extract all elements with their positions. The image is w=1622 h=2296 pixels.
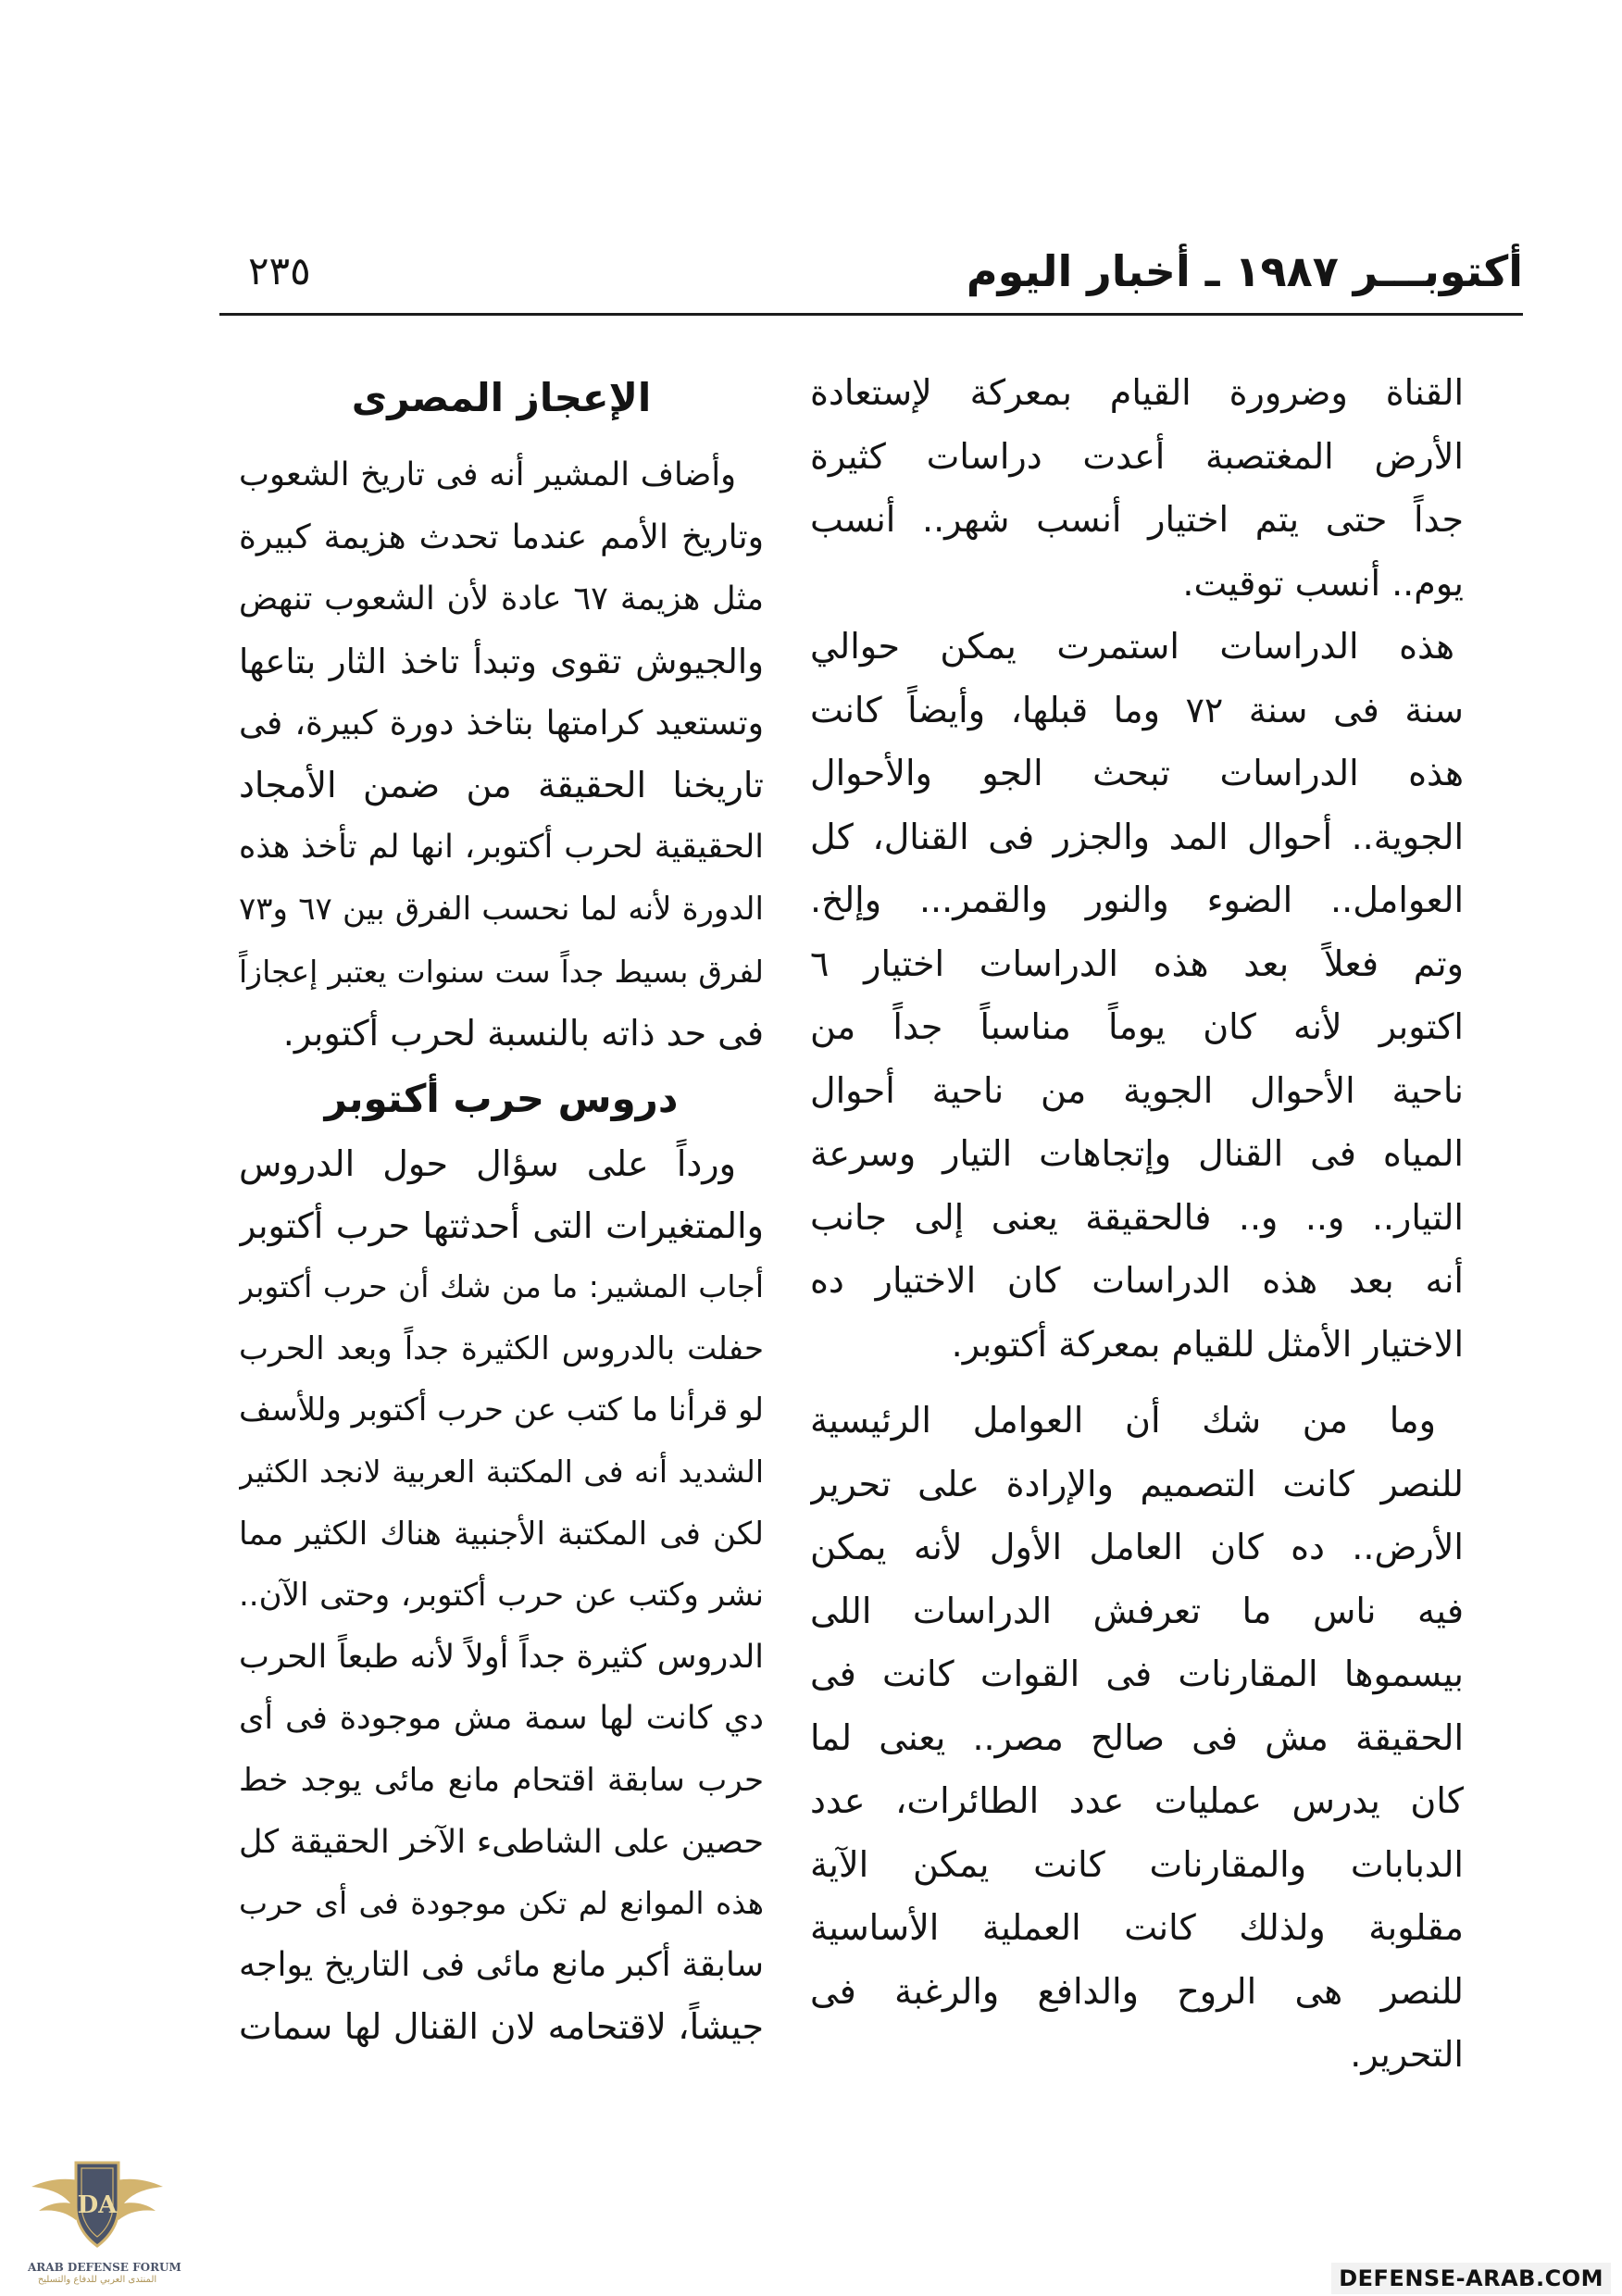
text-line: نشر وكتب عن حرب أكتوبر، وحتى الآن.. [239,1577,764,1615]
text-line: كان يدرس عمليات عدد الطائرات، عدد [810,1780,1464,1821]
text-line: مقلوبة ولذلك كانت العملية الأساسية [810,1907,1464,1948]
section-body [239,444,764,1065]
text-line: اكتوبر لأنه كان يوماً مناسباً جداً من [810,1006,1464,1047]
text-line: حرب سابقة اقتحام مانع مائى يوجد خط [239,1761,764,1799]
text-line: العوامل.. الضوء والنور والقمر... وإلخ. [810,880,1464,920]
text-line: والجيوش تقوى وتبدأ تاخذ الثار بتاعها [239,642,764,681]
winged-shield-icon [28,2150,167,2261]
text-line: دي كانت لها سمة مش موجودة فى أى [239,1700,764,1738]
text-line: يوم.. أنسب توقيت. [1182,562,1464,604]
text-line: جيشاً، لاقتحامه لان القنال لها سمات [239,2006,764,2048]
text-line: أجاب المشير: ما من شك أن حرب أكتوبر [239,1268,764,1305]
text-line: هذه الموانع لم تكن موجودة فى أى حرب [239,1885,764,1922]
page-number: ٢٣٥ [248,248,311,293]
text-line: الحقيقية لحرب أكتوبر، انها لم تأخذ هذه [239,829,764,866]
text-line: فى حد ذاته بالنسبة لحرب أكتوبر. [282,1013,764,1054]
text-line: التحرير. [1350,2034,1464,2075]
left-column [239,367,764,2058]
text-line: لفرق بسيط جداً ست سنوات يعتبر إعجازاً [239,954,764,990]
text-line: ورداً على سؤال حول الدروس [239,1143,736,1184]
text-line: الأرض المغتصبة أعدت دراسات كثيرة [810,435,1464,477]
text-line: ناحية الأحوال الجوية من ناحية أحوال [810,1069,1464,1111]
text-line: وما من شك أن العوامل الرئيسية [810,1400,1436,1441]
text-line: الدورة لأنه لما نحسب الفرق بين ٦٧ و٧٣ [239,891,764,928]
text-line: لو قرأنا ما كتب عن حرب أكتوبر وللأسف [239,1391,764,1429]
text-line: القناة وضرورة القيام بمعركة لإستعادة [810,372,1464,413]
text-line: التيار.. و.. و.. فالحقيقة يعنى إلى جانب [810,1196,1464,1238]
running-title: أكتوبـــر ١٩٨٧ ـ أخبار اليوم [966,246,1523,296]
text-line: جداً حتى يتم اختيار أنسب شهر.. أنسب [810,499,1464,540]
header-rule [219,313,1523,316]
text-line: حفلت بالدروس الكثيرة جداً وبعد الحرب [239,1329,764,1367]
text-line: أنه بعد هذه الدراسات كان الاختيار ده [810,1260,1464,1301]
text-line: وتستعيد كرامتها بتاخذ دورة كبيرة، فى [239,705,764,742]
logo-name: ARAB DEFENSE FORUM [28,2261,181,2274]
text-line: مثل هزيمة ٦٧ عادة لأن الشعوب تنهض [239,580,764,618]
text-line: المياه فى القنال وإتجاهات التيار وسرعة [810,1133,1464,1174]
text-line: سنة فى سنة ٧٢ وما قبلها، وأيضاً كانت [810,689,1464,730]
logo-name-arabic: المنتدى العربي للدفاع والتسليح [37,2275,157,2285]
text-line: سابقة أكبر مانع مائى فى التاريخ يواجه [239,1945,764,1984]
site-watermark[interactable]: DEFENSE-ARAB.COM [1331,2263,1611,2294]
text-line: تاريخنا الحقيقة من ضمن الأمجاد [239,765,764,805]
text-line: الدبابات والمقارنات كانت يمكن الآية [810,1843,1464,1885]
text-line: فيه ناس ما تعرفش الدراسات اللى [810,1590,1464,1631]
paragraph-gap [810,1376,1464,1389]
right-column [810,361,1464,2087]
text-line: لكن فى المكتبة الأجنبية هناك الكثير مما [239,1515,764,1553]
text-line: للنصر كانت التصميم والإرادة على تحرير [810,1463,1464,1504]
forum-logo[interactable] [28,2150,181,2294]
text-line: الحقيقة مش فى صالح مصر.. يعنى لما [810,1716,1464,1758]
text-line: الجوية.. أحوال المد والجزر فى القنال، كل [810,816,1464,857]
text-line: وأضاف المشير أنه فى تاريخ الشعوب [239,456,736,493]
section-body [239,1133,764,2058]
text-line: والمتغيرات التى أحدثتها حرب أكتوبر [239,1204,764,1246]
text-line: الشديد أنه فى المكتبة العربية لانجد الكثير [239,1453,764,1490]
logo-monogram: DA [77,2191,118,2219]
text-line: الأرض.. ده كان العامل الأول لأنه يمكن [810,1527,1464,1567]
text-line: الدروس كثيرة جداً أولاً لأنه طبعاً الحرب [239,1638,764,1676]
text-line: الاختيار الأمثل للقيام بمعركة أكتوبر. [951,1323,1464,1365]
text-line: للنصر هى الروح والدافع والرغبة فى [810,1970,1464,2012]
text-line: حصين على الشاطىء الآخر الحقيقة كل [239,1823,764,1861]
text-line: وتم فعلاً بعد هذه الدراسات اختيار ٦ [810,942,1464,984]
text-line: هذه الدراسات استمرت يمكن حوالي [810,626,1454,667]
section-heading: الإعجاز المصرى [351,375,652,420]
text-line: بيسموها المقارنات فى القوات كانت فى [810,1653,1464,1694]
text-line: وتاريخ الأمم عندما تحدث هزيمة كبيرة [239,518,764,556]
section-heading: دروس حرب أكتوبر [324,1076,679,1121]
text-line: هذه الدراسات تبحث الجو والأحوال [810,753,1464,793]
